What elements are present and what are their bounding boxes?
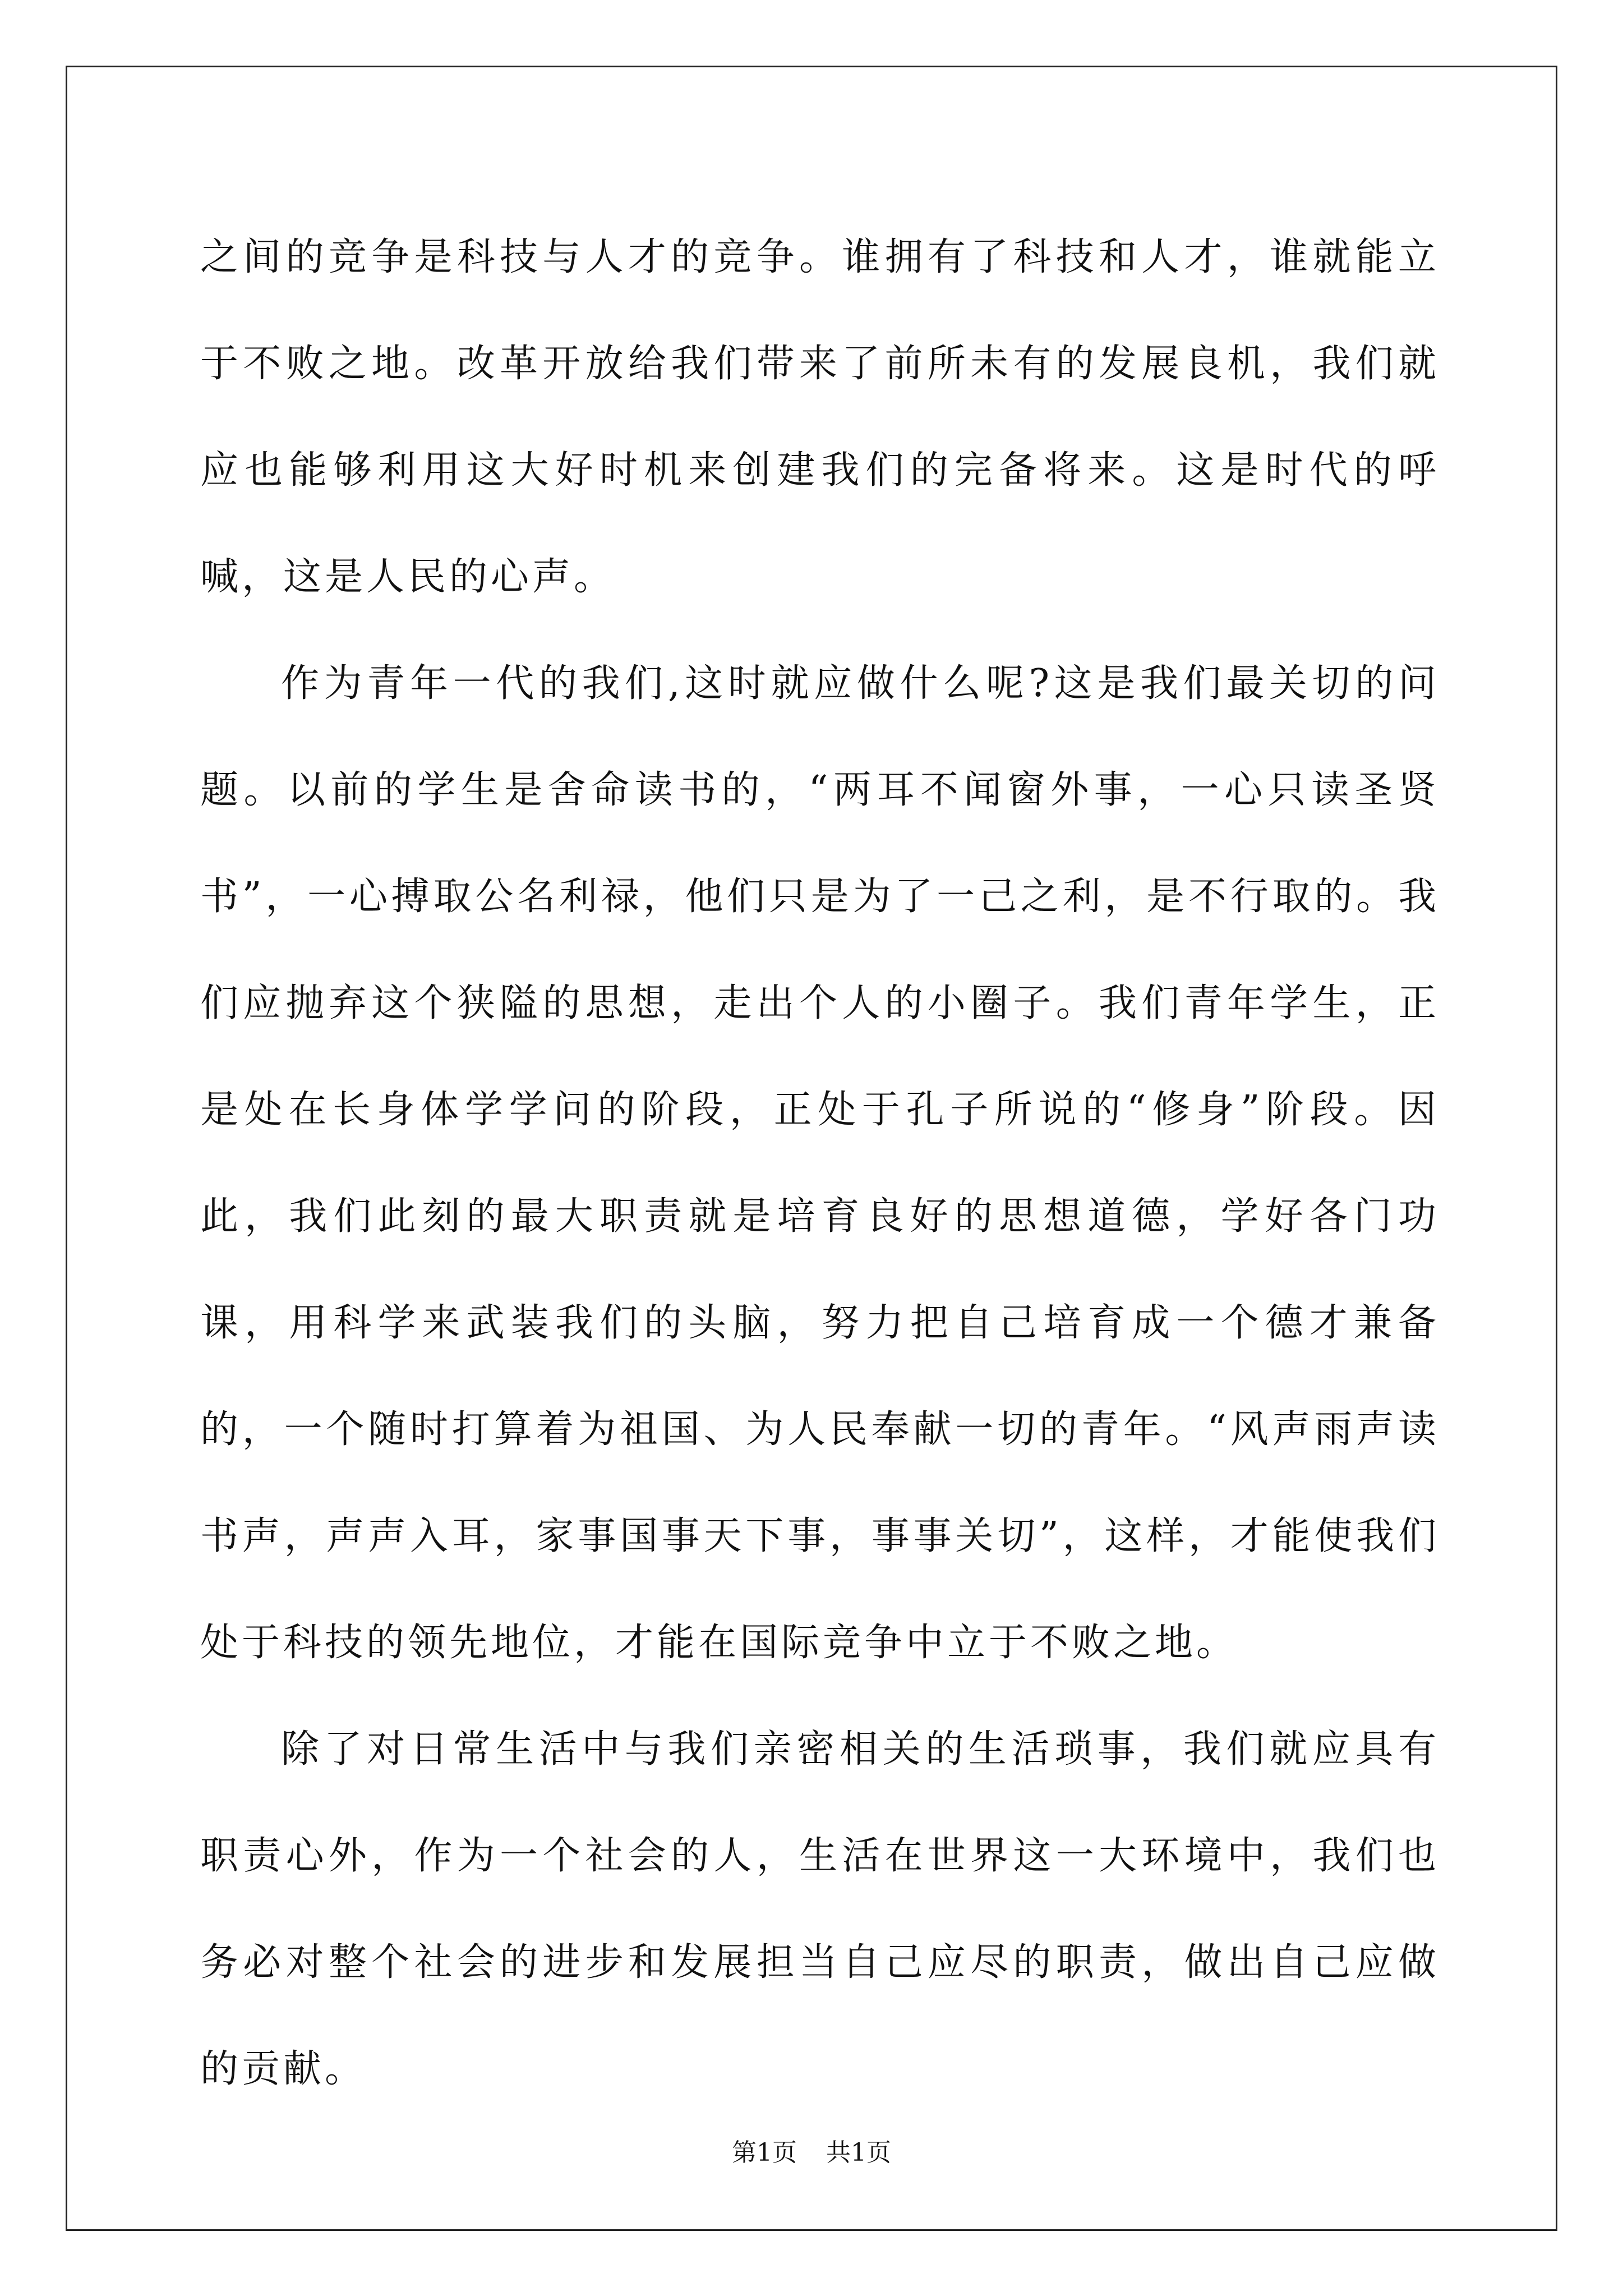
page-footer bbox=[0, 2136, 1623, 2170]
page-number: 第1页 bbox=[732, 2138, 797, 2167]
document-body bbox=[200, 204, 1440, 2123]
paragraph-3: 除了对日常生活中与我们亲密相关的生活琐事，我们就应具有职责心外，作为一个社会的人，生活在世界这一大环境中，我们也务必对整个社会的进步和发展担当自己应尽的职责，做出自己应做的贡献。 bbox=[200, 1727, 1440, 2091]
page-total: 共1页 bbox=[826, 2138, 891, 2167]
paragraph-2: 作为青年一代的我们,这时就应做什么呢?这是我们最关切的问题。以前的学生是舍命读书的，“两耳不闻窗外事，一心只读圣贤书”，一心搏取公名利禄，他们只是为了一己之利，是不行取的。我们应抛弃这个狭隘的思想，走出个人的小圈子。我们青年学生，正是处在长身体学学问的阶段，正处于孔子所说的“修身”阶段。因此，我们此刻的最大职责就是培育良好的思想道德，学好各门功课，用科学来武装我们的头脑，努力把自己培育成一个德才兼备的，一个随时打算着为祖国、为人民奉献一切的青年。“风声雨声读书声，声声入耳，家事国事天下事，事事关切”，这样，才能使我们处于科技的领先地位，才能在国际竞争中立于不败之地。 bbox=[200, 661, 1440, 1665]
paragraph-1: 之间的竞争是科技与人才的竞争。谁拥有了科技和人才，谁就能立于不败之地。改革开放给我们带来了前所未有的发展良机，我们就应也能够利用这大好时机来创建我们的完备将来。这是时代的呼喊，这是人民的心声。 bbox=[200, 235, 1440, 599]
